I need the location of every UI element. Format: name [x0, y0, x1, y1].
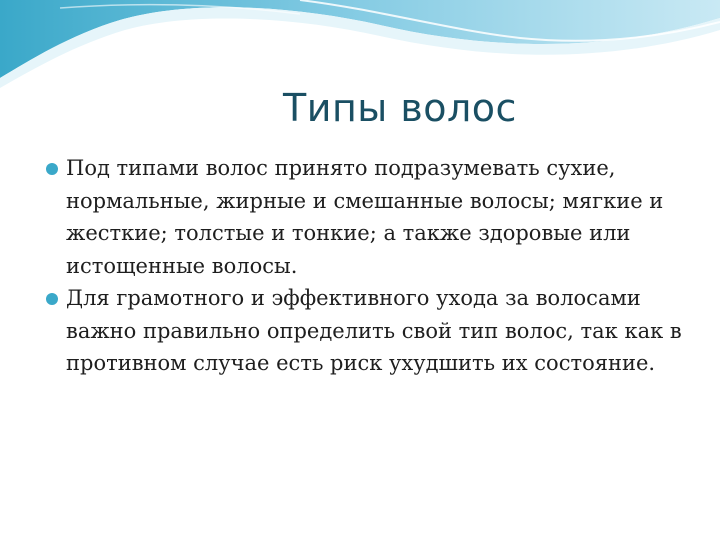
- bullet-text: Под типами волос принято подразумевать сухие, нормальные, жирные и смешанные волосы; мягкие и жесткие; толстые и тонкие; а также здоровые или истощенные волосы.: [66, 156, 664, 278]
- list-item: [46, 152, 696, 282]
- slide-title: Типы волос: [283, 86, 517, 130]
- bullet-icon: [46, 293, 58, 305]
- decorative-wave-header: [0, 0, 720, 90]
- list-item: [46, 282, 696, 380]
- bullet-list: [46, 152, 696, 380]
- bullet-icon: [46, 163, 58, 175]
- bullet-text: Для грамотного и эффективного ухода за волосами важно правильно определить свой тип волос, так как в противном случае есть риск ухудшить их состояние.: [66, 286, 682, 375]
